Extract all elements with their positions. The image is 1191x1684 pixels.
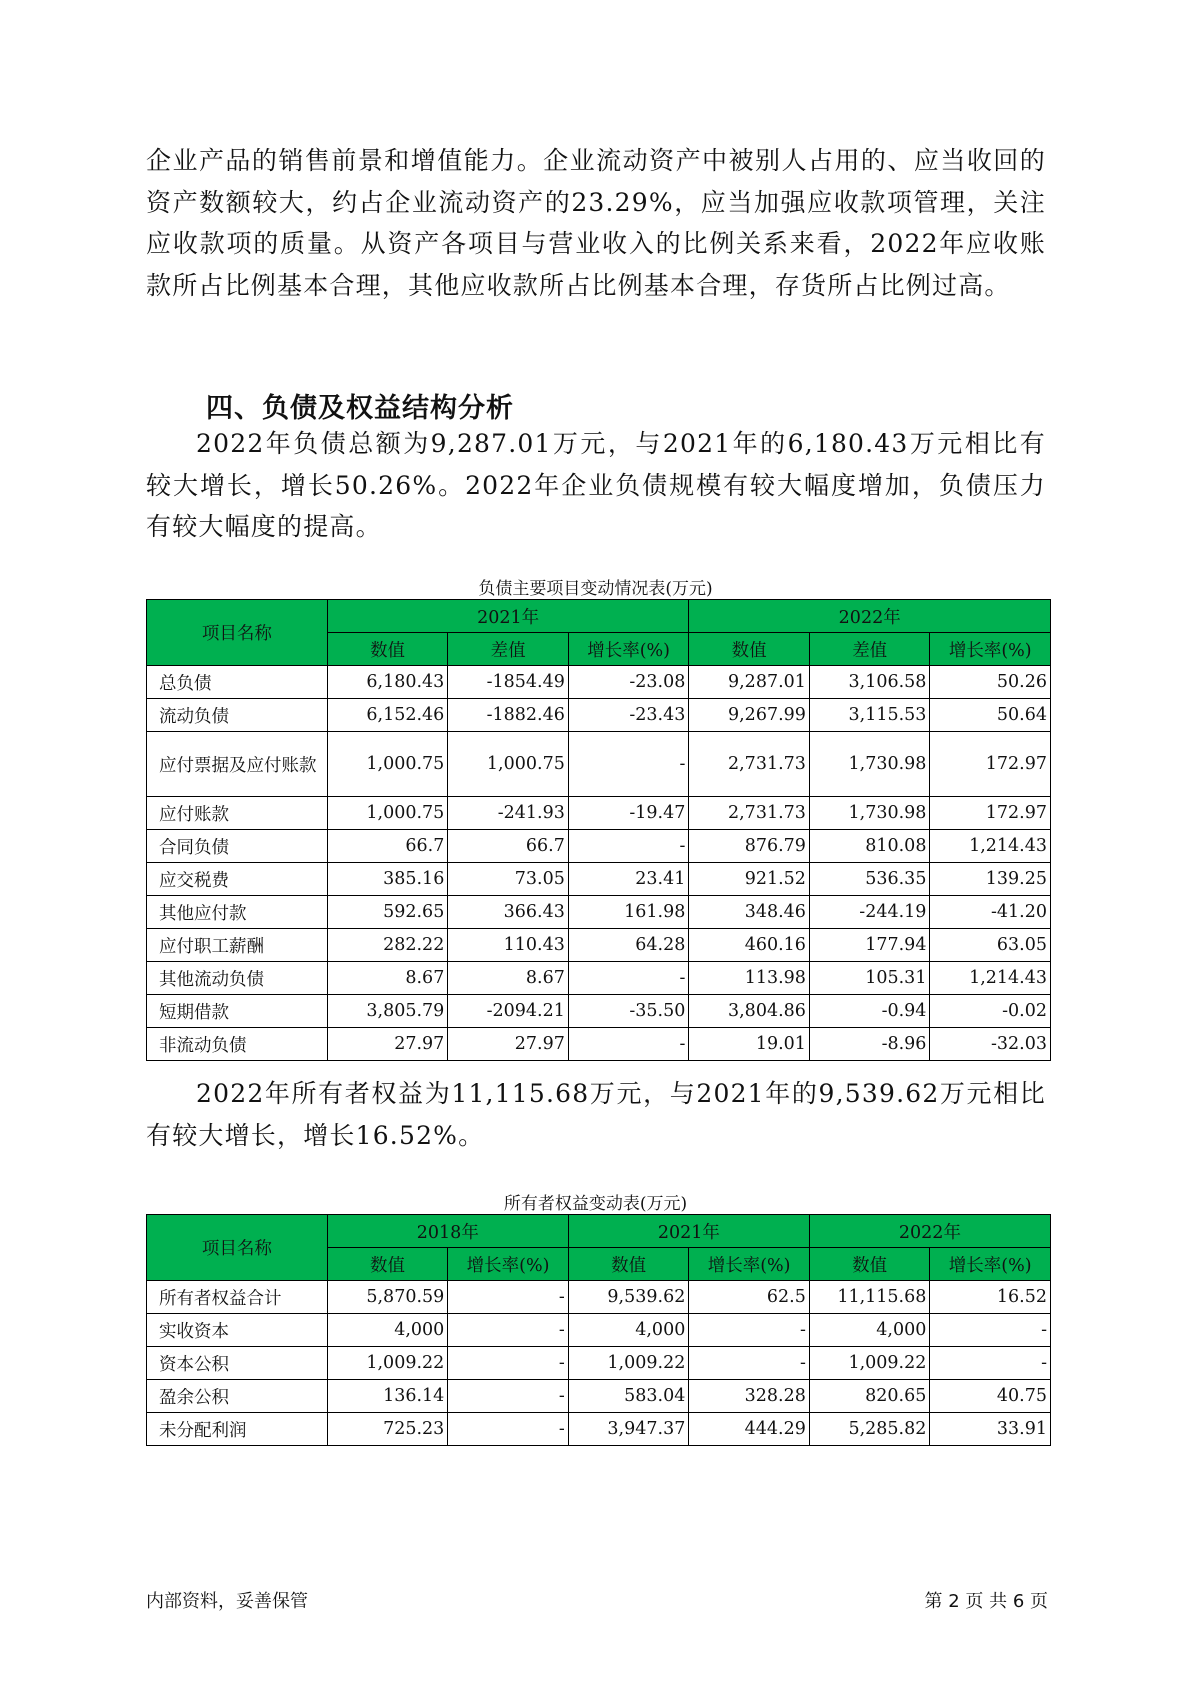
table1-caption: 负债主要项目变动情况表(万元)	[478, 579, 713, 599]
table-row	[147, 1347, 1051, 1380]
table-cell: 2,731.73	[689, 732, 810, 797]
table-row	[147, 1413, 1051, 1446]
table-row	[147, 830, 1051, 863]
table-cell: -244.19	[809, 896, 930, 929]
header-growth: 增长率(%)	[448, 1248, 569, 1281]
table-cell: -35.50	[568, 995, 689, 1028]
table-cell: 3,106.58	[809, 666, 930, 699]
table-cell: 3,804.86	[689, 995, 810, 1028]
table-row	[147, 1314, 1051, 1347]
table-cell: -	[689, 1314, 810, 1347]
table-cell: 27.97	[448, 1028, 569, 1061]
row-label: 资本公积	[147, 1347, 328, 1380]
table-row	[147, 1380, 1051, 1413]
table-cell: 4,000	[327, 1314, 448, 1347]
table-cell: -	[930, 1314, 1051, 1347]
table-cell: 3,805.79	[327, 995, 448, 1028]
table-cell: -0.02	[930, 995, 1051, 1028]
table-cell: 820.65	[809, 1380, 930, 1413]
table-cell: 328.28	[689, 1380, 810, 1413]
header-item-name: 项目名称	[147, 600, 328, 666]
table-cell: 50.64	[930, 699, 1051, 732]
table-cell: 1,009.22	[809, 1347, 930, 1380]
header-year-2022: 2022年	[809, 1215, 1050, 1248]
equity-table	[146, 1214, 1051, 1446]
table-cell: 50.26	[930, 666, 1051, 699]
header-diff: 差值	[448, 633, 569, 666]
table-cell: 113.98	[689, 962, 810, 995]
header-year-2021: 2021年	[327, 600, 689, 633]
table-cell: 9,267.99	[689, 699, 810, 732]
table-cell: 1,009.22	[568, 1347, 689, 1380]
table-row	[147, 863, 1051, 896]
table-cell: 8.67	[448, 962, 569, 995]
row-label: 其他流动负债	[147, 962, 328, 995]
table-cell: 4,000	[809, 1314, 930, 1347]
table-cell: 366.43	[448, 896, 569, 929]
table-cell: -19.47	[568, 797, 689, 830]
table-cell: -0.94	[809, 995, 930, 1028]
table-cell: 172.97	[930, 732, 1051, 797]
table-row	[147, 929, 1051, 962]
header-value: 数值	[568, 1248, 689, 1281]
table-row	[147, 797, 1051, 830]
liabilities-table	[146, 599, 1051, 1061]
table-cell: 11,115.68	[809, 1281, 930, 1314]
table-cell: 385.16	[327, 863, 448, 896]
table-row	[147, 1028, 1051, 1061]
table-cell: 1,000.75	[448, 732, 569, 797]
table-cell: 64.28	[568, 929, 689, 962]
table-cell: -	[448, 1314, 569, 1347]
table-row	[147, 699, 1051, 732]
table-row	[147, 732, 1051, 797]
header-value: 数值	[327, 1248, 448, 1281]
table-cell: 348.46	[689, 896, 810, 929]
table-cell: 6,152.46	[327, 699, 448, 732]
table-cell: 110.43	[448, 929, 569, 962]
table-cell: -1854.49	[448, 666, 569, 699]
table-cell: 19.01	[689, 1028, 810, 1061]
table-cell: -	[568, 962, 689, 995]
table-cell: 40.75	[930, 1380, 1051, 1413]
table-row	[147, 896, 1051, 929]
table-cell: 4,000	[568, 1314, 689, 1347]
header-diff: 差值	[809, 633, 930, 666]
header-year-2022: 2022年	[689, 600, 1051, 633]
header-year-2018: 2018年	[327, 1215, 568, 1248]
table-cell: 33.91	[930, 1413, 1051, 1446]
table-cell: 5,870.59	[327, 1281, 448, 1314]
table-cell: -8.96	[809, 1028, 930, 1061]
table-cell: 536.35	[809, 863, 930, 896]
table-row	[147, 666, 1051, 699]
table2-caption: 所有者权益变动表(万元)	[503, 1194, 688, 1214]
row-label: 非流动负债	[147, 1028, 328, 1061]
row-label: 应付账款	[147, 797, 328, 830]
table-cell: 921.52	[689, 863, 810, 896]
table-cell: 810.08	[809, 830, 930, 863]
table-cell: 592.65	[327, 896, 448, 929]
table-cell: 161.98	[568, 896, 689, 929]
table-cell: 66.7	[327, 830, 448, 863]
table-cell: -1882.46	[448, 699, 569, 732]
section-heading: 四、负债及权益结构分析	[206, 393, 514, 424]
table-cell: -2094.21	[448, 995, 569, 1028]
header-growth: 增长率(%)	[689, 1248, 810, 1281]
row-label: 所有者权益合计	[147, 1281, 328, 1314]
paragraph-liabilities: 2022年负债总额为9,287.01万元，与2021年的6,180.43万元相比有较大增长，增长50.26%。2022年企业负债规模有较大幅度增加，负债压力有较大幅度的提高。	[146, 429, 1046, 541]
table-cell: 9,539.62	[568, 1281, 689, 1314]
table-cell: 725.23	[327, 1413, 448, 1446]
row-label: 应付票据及应付账款	[147, 732, 328, 797]
table-cell: 66.7	[448, 830, 569, 863]
table-cell: 73.05	[448, 863, 569, 896]
table-cell: 8.67	[327, 962, 448, 995]
header-item-name: 项目名称	[147, 1215, 328, 1281]
table-cell: 9,287.01	[689, 666, 810, 699]
paragraph-equity: 2022年所有者权益为11,115.68万元，与2021年的9,539.62万元相比有较大增长，增长16.52%。	[146, 1079, 1046, 1150]
table-cell: 3,115.53	[809, 699, 930, 732]
table-cell: 3,947.37	[568, 1413, 689, 1446]
table-cell: 105.31	[809, 962, 930, 995]
footer-confidential: 内部资料，妥善保管	[146, 1591, 308, 1612]
table-cell: 282.22	[327, 929, 448, 962]
header-value: 数值	[327, 633, 448, 666]
table-cell: -	[568, 1028, 689, 1061]
table-cell: -	[448, 1347, 569, 1380]
table-cell: -	[448, 1281, 569, 1314]
table-cell: 460.16	[689, 929, 810, 962]
row-label: 总负债	[147, 666, 328, 699]
row-label: 其他应付款	[147, 896, 328, 929]
table-cell: 63.05	[930, 929, 1051, 962]
table-cell: 1,730.98	[809, 797, 930, 830]
table-cell: 16.52	[930, 1281, 1051, 1314]
table-cell: -32.03	[930, 1028, 1051, 1061]
table-cell: -	[689, 1347, 810, 1380]
table-row	[147, 995, 1051, 1028]
header-growth: 增长率(%)	[930, 633, 1051, 666]
row-label: 合同负债	[147, 830, 328, 863]
table-cell: -23.08	[568, 666, 689, 699]
table-cell: 1,000.75	[327, 732, 448, 797]
table-cell: 444.29	[689, 1413, 810, 1446]
table-cell: 1,000.75	[327, 797, 448, 830]
table-cell: 139.25	[930, 863, 1051, 896]
table-row	[147, 962, 1051, 995]
table-cell: 62.5	[689, 1281, 810, 1314]
table-cell: 583.04	[568, 1380, 689, 1413]
table-cell: 1,730.98	[809, 732, 930, 797]
table-cell: 6,180.43	[327, 666, 448, 699]
table-cell: -	[568, 732, 689, 797]
table-cell: 1,214.43	[930, 962, 1051, 995]
row-label: 盈余公积	[147, 1380, 328, 1413]
table-cell: 2,731.73	[689, 797, 810, 830]
header-value: 数值	[689, 633, 810, 666]
table-cell: -	[448, 1380, 569, 1413]
footer-page-number: 第 2 页 共 6 页	[924, 1591, 1048, 1612]
table-cell: -	[930, 1347, 1051, 1380]
table-cell: -23.43	[568, 699, 689, 732]
table-cell: 5,285.82	[809, 1413, 930, 1446]
table-cell: 172.97	[930, 797, 1051, 830]
table-cell: -	[448, 1413, 569, 1446]
table-cell: 23.41	[568, 863, 689, 896]
table-cell: 136.14	[327, 1380, 448, 1413]
header-year-2021: 2021年	[568, 1215, 809, 1248]
header-growth: 增长率(%)	[930, 1248, 1051, 1281]
header-growth: 增长率(%)	[568, 633, 689, 666]
table-cell: 1,214.43	[930, 830, 1051, 863]
table-cell: 27.97	[327, 1028, 448, 1061]
table-cell: -241.93	[448, 797, 569, 830]
table-row	[147, 1281, 1051, 1314]
row-label: 流动负债	[147, 699, 328, 732]
table-cell: -	[568, 830, 689, 863]
row-label: 未分配利润	[147, 1413, 328, 1446]
row-label: 短期借款	[147, 995, 328, 1028]
table-cell: 876.79	[689, 830, 810, 863]
row-label: 应付职工薪酬	[147, 929, 328, 962]
table-cell: 177.94	[809, 929, 930, 962]
row-label: 应交税费	[147, 863, 328, 896]
paragraph-assets-analysis: 企业产品的销售前景和增值能力。企业流动资产中被别人占用的、应当收回的资产数额较大，约占企业流动资产的23.29%，应当加强应收款项管理，关注应收款项的质量。从资产各项目与营业收入的比例关系来看，2022年应收账款所占比例基本合理，其他应收款所占比例基本合理，存货所占比例过高。	[146, 146, 1046, 300]
row-label: 实收资本	[147, 1314, 328, 1347]
table-cell: -41.20	[930, 896, 1051, 929]
header-value: 数值	[809, 1248, 930, 1281]
table-cell: 1,009.22	[327, 1347, 448, 1380]
